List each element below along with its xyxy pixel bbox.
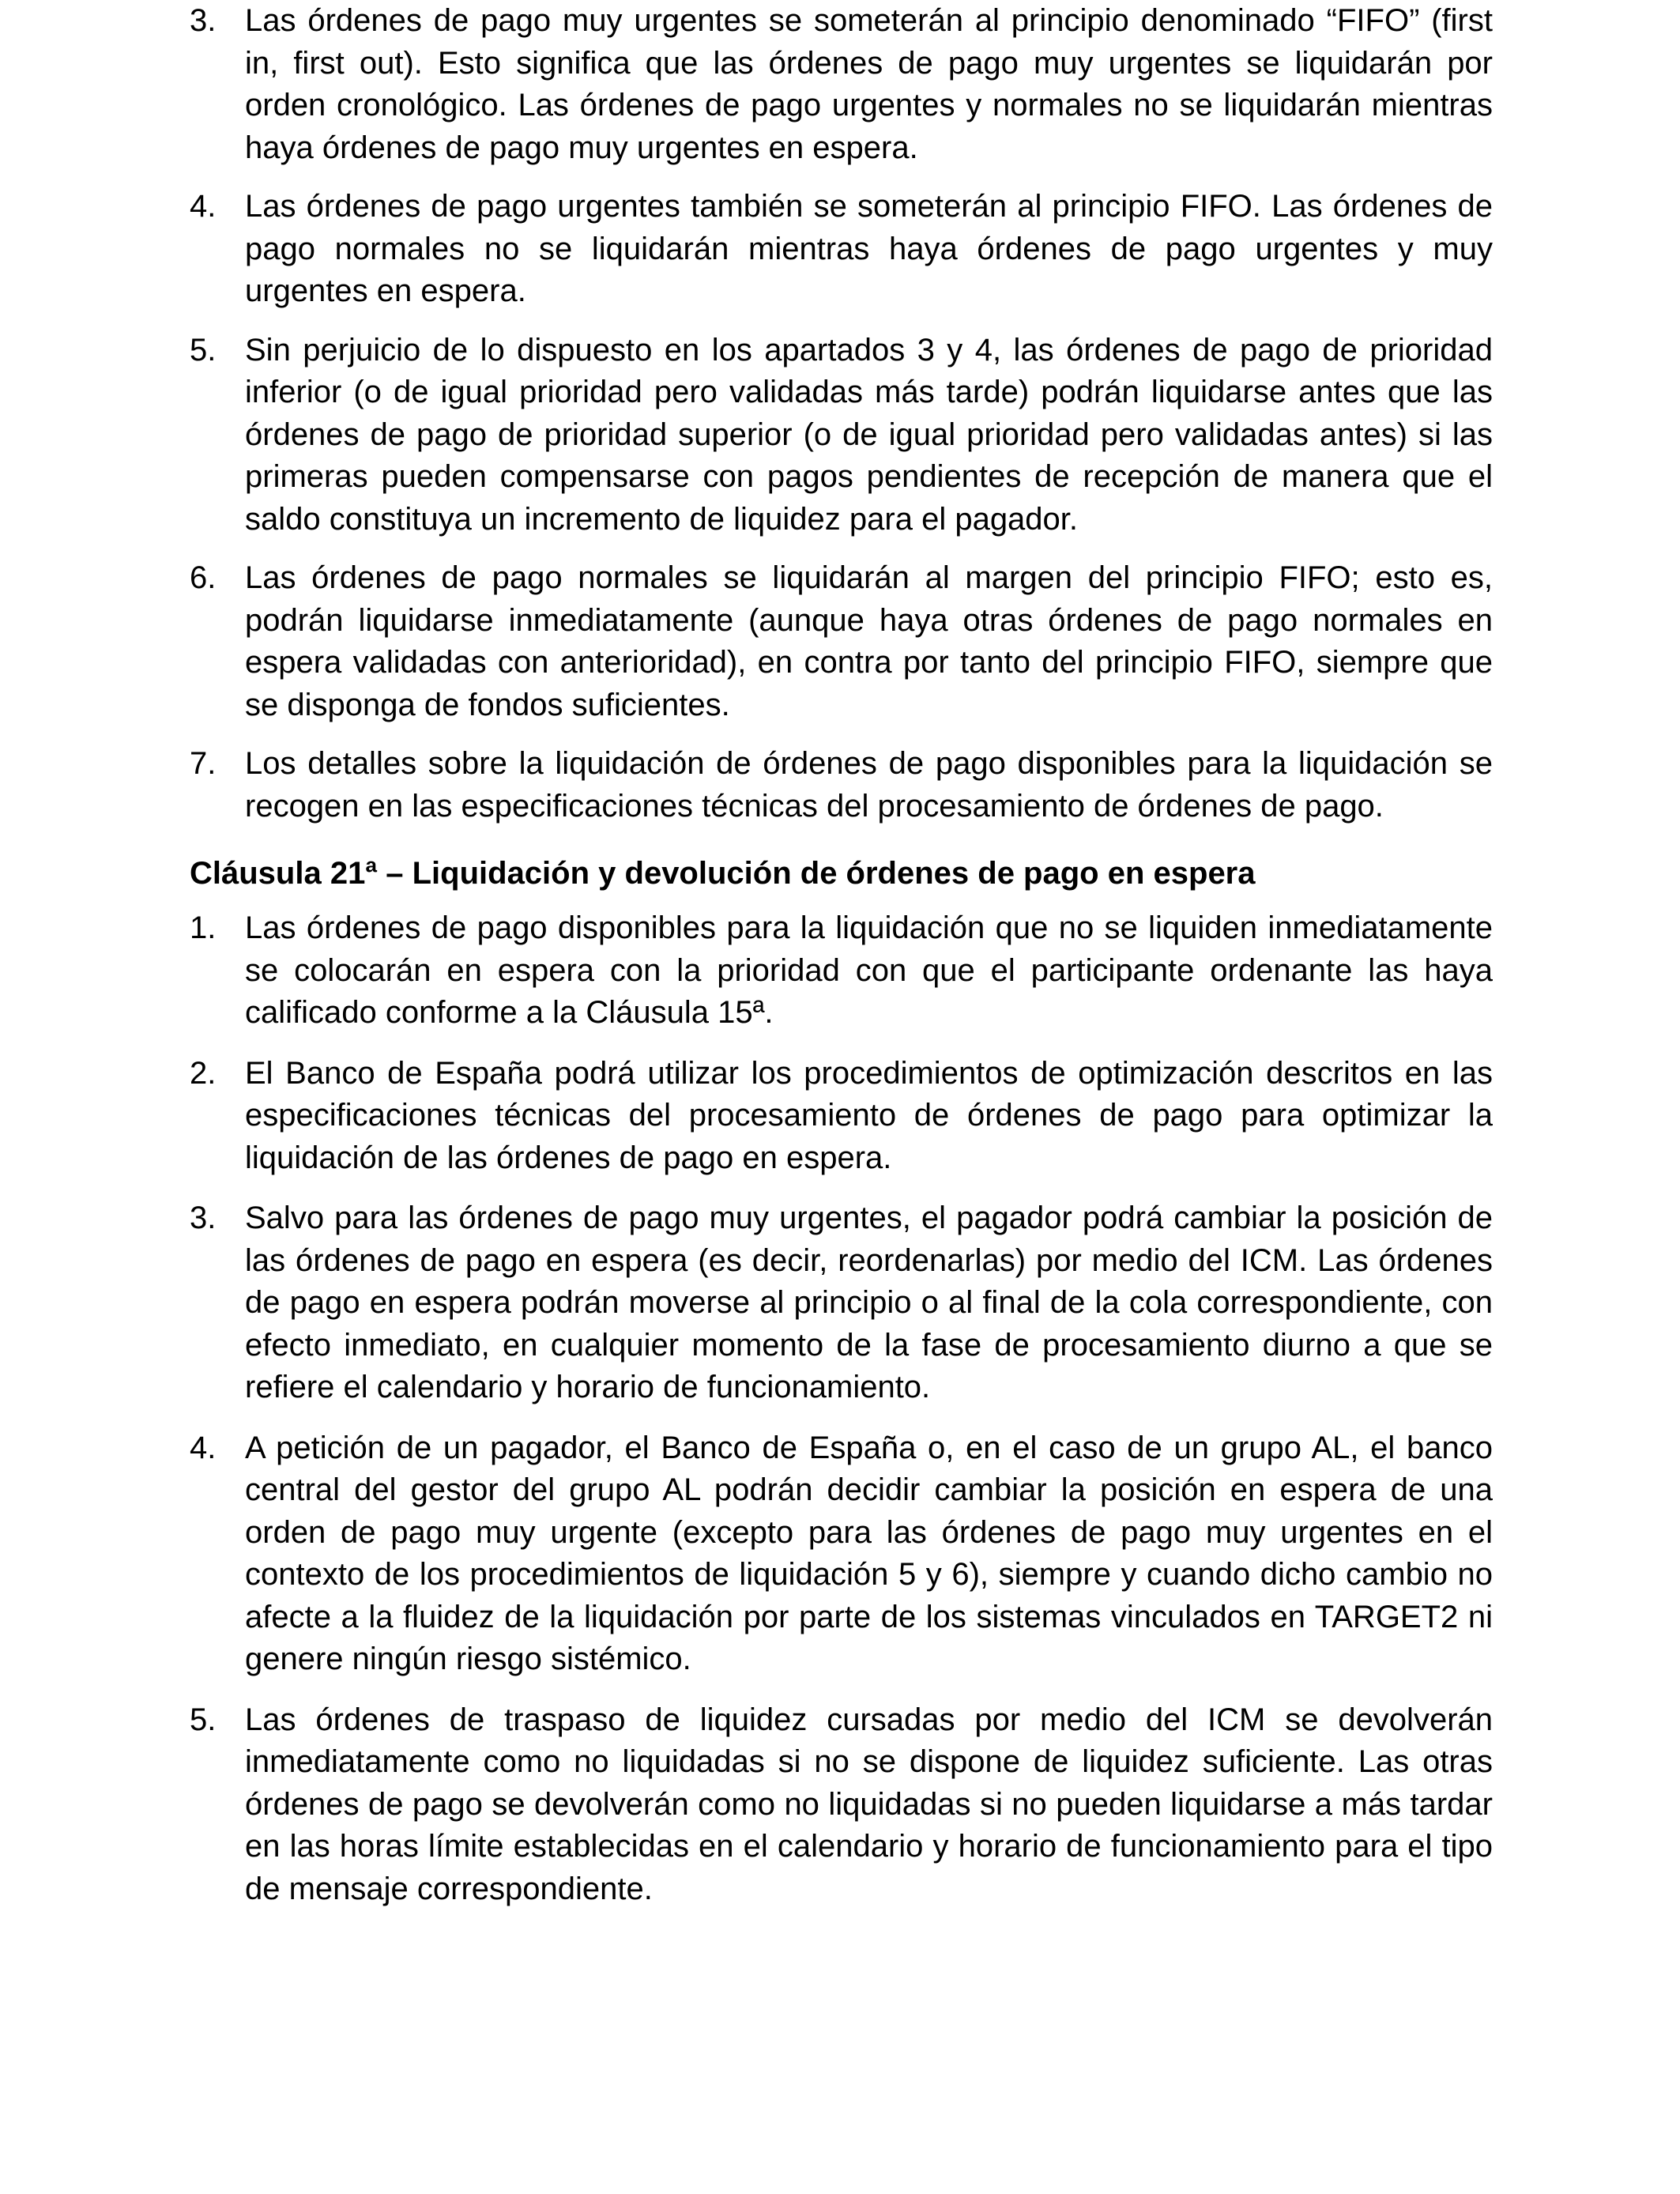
clause-21-list [0, 907, 1493, 1910]
item-number: 3. [190, 3, 217, 38]
list-item [0, 1699, 1493, 1911]
item-number: 7. [190, 746, 217, 781]
item-text: Las órdenes de pago normales se liquidarán al margen del principio FIFO; esto es, podrán liquidarse inmediatamente (aunque haya otras órdenes de pago normales en espera validadas con anterioridad), en contra por tanto del principio FIFO, siempre que se disponga de fondos suficientes. [245, 560, 1493, 722]
list-item [0, 557, 1493, 726]
item-number: 5. [190, 332, 217, 368]
clause-21-heading: Cláusula 21ª – Liquidación y devolución de órdenes de pago en espera [190, 856, 1256, 891]
item-number: 6. [190, 560, 217, 595]
item-number: 1. [190, 910, 217, 945]
list-item [0, 186, 1493, 313]
item-number: 2. [190, 1055, 217, 1091]
item-number: 4. [190, 1430, 217, 1465]
item-text: Sin perjuicio de lo dispuesto en los apartados 3 y 4, las órdenes de pago de prioridad inferior (o de igual prioridad pero validadas más tarde) podrán liquidarse antes que las órdenes de pago de prioridad superior (o de igual prioridad pero validadas antes) si las primeras pueden compensarse con pagos pendientes de recepción de manera que el saldo constituya un incremento de liquidez para el pagador. [245, 332, 1493, 537]
item-number: 3. [190, 1201, 217, 1235]
item-number: 4. [190, 189, 217, 224]
item-text: El Banco de España podrá utilizar los procedimientos de optimización descritos en las especificaciones técnicas del procesamiento de órdenes de pago para optimizar la liquidación de las órdenes de pago en espera. [245, 1055, 1493, 1175]
list-item [0, 330, 1493, 541]
item-text: A petición de un pagador, el Banco de España o, en el caso de un grupo AL, el banco central del gestor del grupo AL podrán decidir cambiar la posición en espera de una orden de pago muy urgente (excepto para las órdenes de pago muy urgentes en el contexto de los procedimientos de liquidación 5 y 6), siempre y cuando dicho cambio no afecte a la fluidez de la liquidación por parte de los sistemas vinculados en TARGET2 ni genere ningún riesgo sistémico. [245, 1430, 1493, 1676]
item-text: Los detalles sobre la liquidación de órdenes de pago disponibles para la liquidación se recogen en las especificaciones técnicas del procesamiento de órdenes de pago. [245, 746, 1493, 824]
item-text: Salvo para las órdenes de pago muy urgentes, el pagador podrá cambiar la posición de las órdenes de pago en espera (es decir, reordenarlas) por medio del ICM. Las órdenes de pago en espera podrán moverse al principio o al final de la cola correspondiente, con efecto inmediato, en cualquier momento de la fase de procesamiento diurno a que se refiere el calendario y horario de funcionamiento. [245, 1201, 1493, 1404]
item-text: Las órdenes de traspaso de liquidez cursadas por medio del ICM se devolverán inmediatamente como no liquidadas si no se dispone de liquidez suficiente. Las otras órdenes de pago se devolverán como no liquidadas si no pueden liquidarse a más tardar en las horas límite establecidas en el calendario y horario de funcionamiento para el tipo de mensaje correspondiente. [245, 1702, 1493, 1906]
item-text: Las órdenes de pago disponibles para la liquidación que no se liquiden inmediatamente se colocarán en espera con la prioridad con que el participante ordenante las haya calificado conforme a la Cláusula 15ª. [245, 910, 1493, 1030]
list-item [0, 743, 1493, 827]
list-item [0, 1053, 1493, 1180]
list-item [0, 0, 1493, 169]
item-number: 5. [190, 1702, 217, 1737]
list-item [0, 1197, 1493, 1409]
list-item [0, 907, 1493, 1035]
clause-20-list [0, 0, 1493, 827]
item-text: Las órdenes de pago urgentes también se someterán al principio FIFO. Las órdenes de pago normales no se liquidarán mientras haya órdenes de pago urgentes y muy urgentes en espera. [245, 189, 1493, 308]
list-item [0, 1427, 1493, 1681]
item-text: Las órdenes de pago muy urgentes se someterán al principio denominado “FIFO” (first in, first out). Esto significa que las órdenes de pago muy urgentes se liquidarán por orden cronológico. Las órdenes de pago urgentes y normales no se liquidarán mientras haya órdenes de pago muy urgentes en espera. [245, 3, 1493, 165]
